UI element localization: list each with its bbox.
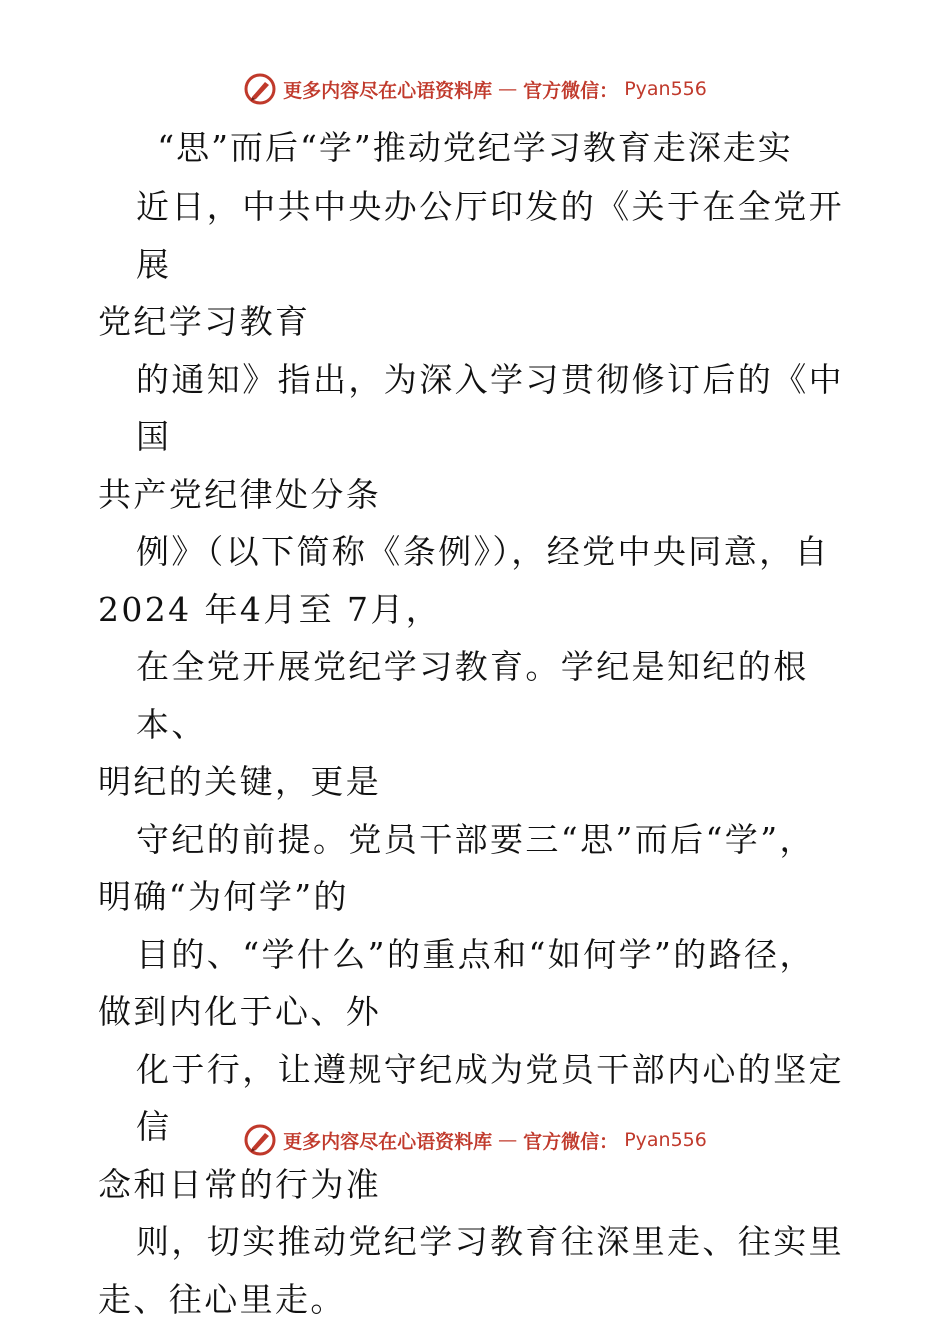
paragraph-line: [98, 178, 858, 351]
line-rest: 做到内化于心、外: [98, 983, 858, 1041]
header-banner: [0, 72, 950, 110]
banner-text: 更多内容尽在心语资料库: [283, 76, 492, 103]
banner-separator: —: [498, 78, 517, 100]
line-first: 例》（以下简称《条例》），经党中央同意，自: [98, 523, 858, 581]
footer-banner: [0, 1123, 950, 1161]
line-rest: 念和日常的行为准: [98, 1156, 858, 1214]
line-first: 则，切实推动党纪学习教育往深里走、往实里: [98, 1213, 858, 1271]
paragraph-line: [98, 1213, 858, 1328]
line-first: 化于行，让遵规守纪成为党员干部内心的坚定信: [98, 1041, 858, 1156]
wechat-label: 官方微信：: [523, 76, 618, 103]
line-first: 目的、“学什么”的重点和“如何学”的路径，: [98, 926, 858, 984]
banner-separator: —: [498, 1129, 517, 1151]
wechat-id: Pyan556: [624, 78, 707, 100]
paragraph-line: [98, 811, 858, 926]
line-rest: 明确“为何学”的: [98, 868, 858, 926]
paragraph-line: [98, 523, 858, 638]
line-rest: 明纪的关键，更是: [98, 753, 858, 811]
line-first: 的通知》指出，为深入学习贯彻修订后的《中国: [98, 351, 858, 466]
line-first: 近日，中共中央办公厅印发的《关于在全党开展: [98, 178, 858, 293]
page-title: “思”而后“学”推动党纪学习教育走深走实: [0, 122, 950, 169]
pen-logo-icon: [243, 1123, 277, 1157]
line-rest: 走、往心里走。: [98, 1271, 858, 1328]
line-first: 守纪的前提。党员干部要三“思”而后“学”，: [98, 811, 858, 869]
banner-text: 更多内容尽在心语资料库: [283, 1127, 492, 1154]
paragraph-line: [98, 351, 858, 524]
line-rest: 共产党纪律处分条: [98, 466, 858, 524]
pen-logo-icon: [243, 72, 277, 106]
line-first: 在全党开展党纪学习教育。学纪是知纪的根本、: [98, 638, 858, 753]
wechat-id: Pyan556: [624, 1129, 707, 1151]
paragraph-line: [98, 638, 858, 811]
wechat-label: 官方微信：: [523, 1127, 618, 1154]
line-rest: 党纪学习教育: [98, 293, 858, 351]
paragraph-line: [98, 926, 858, 1041]
line-rest: 2024 年4月至 7月，: [98, 581, 858, 639]
